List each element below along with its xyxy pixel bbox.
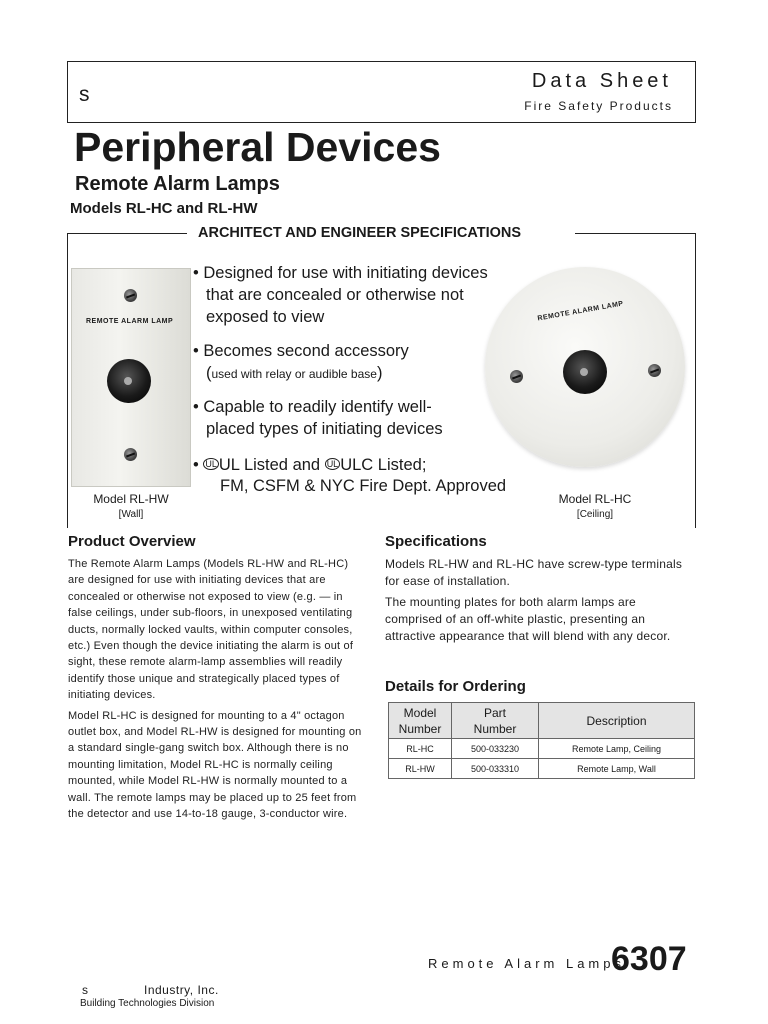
bullet-dot: • [193,456,204,474]
bullet-3: • Capable to readily identify well- [193,398,432,416]
footer-product-name: Remote Alarm Lamps [428,956,625,971]
spec-para-2: The mounting plates for both alarm lamps are comprised of an off-white plastic, presenting an attractive appearance that will blend with any decor. [385,595,671,643]
bullet-1-line-3: exposed to view [206,308,325,326]
overview-para-1: The Remote Alarm Lamps (Models RL-HW and RL-HC) are designed for use with initiating devices that are concealed or otherwise not exposed to view (e.g. — in false ceilings, under sub-floors, in unexposed ventilating ducts, normally locked vaults, within computer consoles, etc.) Even though the device initiating the alarm is out of sight, these remote alarm-lamp assemblies will readily identify those unique and strategically placed types of initiating devices. [68,558,354,702]
cell-desc: Remote Lamp, Wall [539,759,695,779]
page-subtitle: Remote Alarm Lamps [75,173,280,195]
cell-model: RL-HW [389,759,452,779]
bullet-2-line-2: (used with relay or audible base) [206,364,383,382]
data-sheet-label: Data Sheet [531,70,672,92]
footer-division: Building Technologies Division [80,998,215,1009]
lamp-lens-icon [124,377,132,385]
wall-plate-label: REMOTE ALARM LAMP [86,318,174,325]
table-row [389,739,695,759]
cell-desc: Remote Lamp, Ceiling [539,739,695,759]
wall-model-caption: Model RL-HW [93,492,169,506]
screw-icon [124,289,137,302]
screw-icon [648,364,661,377]
category-label: Fire Safety Products [524,99,673,113]
bullet-dot: • [193,398,204,416]
ceiling-type-caption: [Ceiling] [576,509,614,520]
bullet-1: • Designed for use with initiating devices [193,264,488,282]
models-line: Models RL-HC and RL-HW [70,200,258,217]
frame-left [67,233,68,528]
footer-sheet-number: 6307 [611,940,687,978]
table-row [389,759,695,779]
table-header-row [389,703,695,739]
col-desc-header: Description [539,703,695,739]
screw-icon [510,370,523,383]
spec-para-1: Models RL-HW and RL-HC have screw-type terminals for ease of installation. [385,557,683,588]
page-title: Peripheral Devices [74,124,441,170]
bullet-1-line-2: that are concealed or otherwise not [206,286,464,304]
bullet-4: • UL UL Listed and UL ULC Listed; [193,456,427,474]
footer-brand-letter: s [82,983,88,997]
ordering-table [388,702,695,779]
ulc-mark-icon: UL [326,459,339,469]
overview-heading: Product Overview [68,533,196,550]
brand-letter: s [79,83,90,106]
screw-icon [124,448,137,461]
cell-part: 500-033230 [452,739,539,759]
bullet-4-line-2: FM, CSFM & NYC Fire Dept. Approved [220,477,507,495]
bullet-dot: • [193,342,204,360]
ceiling-model-caption: Model RL-HC [558,492,632,506]
overview-body [68,556,364,827]
ul-mark-icon: UL [205,459,217,469]
wall-type-caption: [Wall] [118,509,144,520]
ceiling-lamp-label: REMOTE ALARM LAMP [537,300,625,323]
col-model-header: Model Number [389,703,452,739]
overview-para-2: Model RL-HC is designed for mounting to a 4" octagon outlet box, and Model RL-HW is designed for mounting on a standard single-gang switch box. Although there is no mounting limitation, Model RL-HC is normally ceiling mounted, while Model RL-HW is normally mounted to a wall. The remote lamps may be placed up to 25 feet from the detector and use 14-to-18 gauge, 3-conductor wire. [68,709,362,821]
col-part-header: Part Number [452,703,539,739]
frame-top-right [575,233,695,234]
bullet-2: • Becomes second accessory [193,342,409,360]
footer-company: Industry, Inc. [144,983,219,997]
ordering-heading: Details for Ordering [385,678,526,695]
specifications-body [385,556,685,649]
bullet-dot: • [193,264,204,282]
architect-heading: ARCHITECT AND ENGINEER SPECIFICATIONS [198,225,522,241]
cell-model: RL-HC [389,739,452,759]
cell-part: 500-033310 [452,759,539,779]
lamp-lens-icon [580,368,588,376]
frame-right [695,233,696,528]
specifications-heading: Specifications [385,533,487,550]
bullet-3-line-2: placed types of initiating devices [206,420,443,438]
frame-top-left [67,233,187,234]
